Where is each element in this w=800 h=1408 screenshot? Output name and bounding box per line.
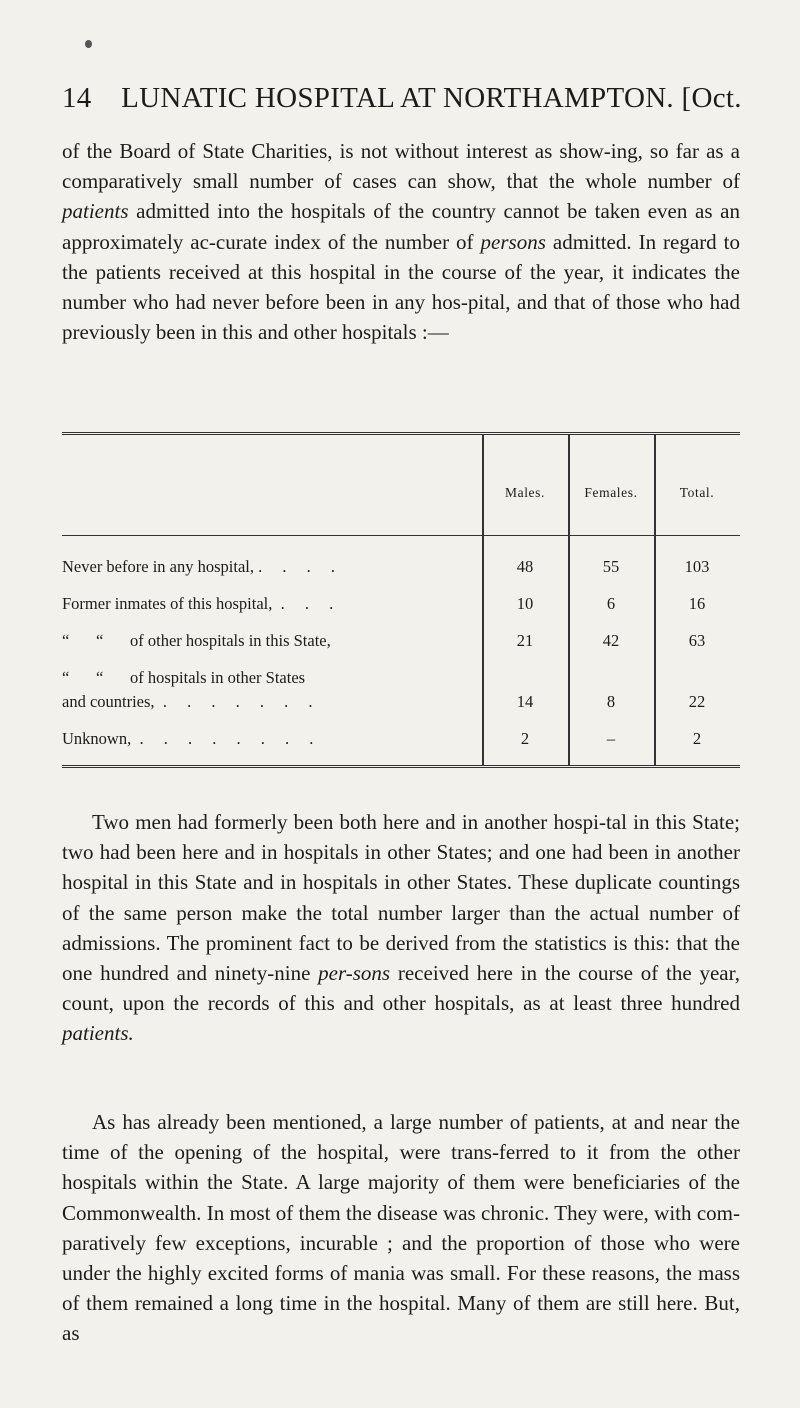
column-header-females: Females.	[584, 485, 638, 500]
paragraph-transfers	[62, 1107, 740, 1349]
header-date: [Oct.	[681, 82, 742, 114]
leader-dots: . . . . . . . .	[139, 729, 322, 748]
cell-males: 48	[516, 557, 534, 576]
cell-total: 22	[688, 692, 706, 711]
cell-total: 63	[688, 631, 706, 650]
cell-females: 6	[606, 594, 616, 613]
para1-text-c: admitted into the hospitals of the country cannot be taken even as an approximately ac-curate index of the number of	[62, 199, 740, 254]
leader-dots: . . . .	[258, 557, 343, 576]
row-label: Former inmates of this hospital,	[62, 594, 273, 613]
page-number: 14	[62, 82, 92, 114]
column-header-males: Males.	[505, 485, 545, 500]
cell-females: 42	[602, 631, 620, 650]
ditto-mark: “	[96, 668, 104, 687]
column-header-total: Total.	[679, 485, 715, 500]
ink-speck	[85, 40, 92, 48]
ditto-mark: “	[96, 631, 104, 650]
cell-females: 55	[602, 557, 620, 576]
cell-total: 2	[692, 729, 702, 748]
para1-italic-persons: persons	[480, 229, 546, 254]
cell-males: 2	[520, 729, 530, 748]
row-label: Never before in any hospital,	[62, 557, 254, 576]
para1-text-e: admitted. In regard to the patients received at this hospital in the course of the year, it indicates the number who had never before been in any hos-pital, and that of those who had previously been in this and other hospitals :—	[62, 229, 741, 345]
cell-females: 8	[606, 692, 616, 711]
running-header	[62, 82, 742, 115]
para2-italic-patients: patients.	[62, 1021, 134, 1046]
ditto-mark: “	[62, 668, 70, 687]
cell-males: 14	[516, 692, 534, 711]
paragraph-intro	[62, 136, 740, 347]
para1-text-a: of the Board of State Charities, is not without interest as show-ing, so far as a comparatively small number of cases can show, that the whole number of	[62, 139, 740, 194]
cell-males: 10	[516, 594, 534, 613]
row-label-continued: and countries,	[62, 692, 155, 711]
row-label: Unknown,	[62, 729, 132, 748]
cell-total: 103	[684, 557, 710, 576]
row-label: of hospitals in other States	[130, 668, 306, 687]
cell-total: 16	[688, 594, 706, 613]
para2-italic-persons: per-sons	[318, 961, 391, 986]
para2-text-a: Two men had formerly been both here and in another hospi-tal in this State; two had been here and in hospitals in other States; and one had been in another hospital in this State and in hospitals in other States. These duplicate countings of the same person make the total number larger than the actual number of admissions. The prominent fact to be derived from the statistics is this: that the one hundred and ninety-nine	[62, 810, 740, 986]
leader-dots: . . .	[280, 594, 342, 613]
leader-dots: . . . . . . .	[162, 692, 321, 711]
para3-text: As has already been mentioned, a large number of patients, at and near the time of the opening of the hospital, were trans-ferred to it from the other hospitals within the State. A large majority of them were beneficiaries of the Commonwealth. In most of them the disease was chronic. They were, with com-paratively few exceptions, incurable ; and the proportion of those who were under the highly excited forms of mania was small. For these reasons, the mass of them remained a long time in the hospital. Many of them are still here. But, as	[62, 1110, 740, 1346]
para2-text-c: received here in the course of the year, count, upon the records of this and other hospitals, as at least three hundred	[62, 961, 740, 1016]
ditto-mark: “	[62, 631, 70, 650]
header-title: LUNATIC HOSPITAL AT NORTHAMPTON.	[121, 82, 674, 114]
cell-males: 21	[516, 631, 534, 650]
admissions-table	[62, 432, 740, 768]
paragraph-duplicates	[62, 807, 740, 1049]
para1-italic-patients: patients	[62, 199, 129, 224]
row-label: of other hospitals in this State,	[130, 631, 331, 650]
cell-females: –	[606, 729, 616, 748]
